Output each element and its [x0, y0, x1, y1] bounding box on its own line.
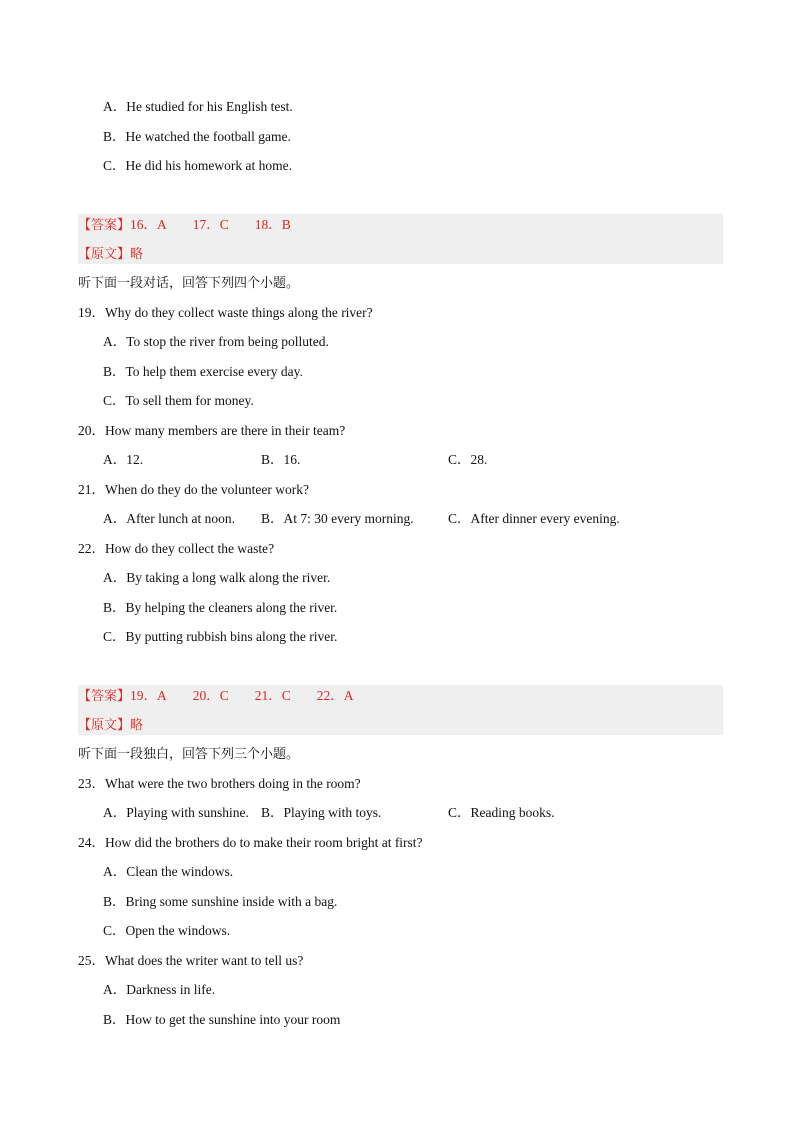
transcript-text: 略 — [130, 718, 144, 733]
q23-option-c: C．Reading books. — [448, 805, 555, 820]
q25-option-a: A．Darkness in life. — [103, 982, 216, 997]
answer-item: 17．C — [192, 217, 229, 232]
q19-stem: 19．Why do they collect waste things along the river? — [78, 305, 373, 320]
q24-stem: 24．How did the brothers do to make their room bright at first? — [78, 835, 423, 850]
q22-option-c: C．By putting rubbish bins along the river. — [103, 629, 338, 644]
q23-stem: 23．What were the two brothers doing in the room? — [78, 776, 361, 791]
q22-option-a: A．By taking a long walk along the river. — [103, 570, 331, 585]
answer-label: 【答案】 — [78, 689, 131, 704]
q25-option-b: B．How to get the sunshine into your room — [103, 1012, 341, 1027]
transcript-line-2 — [78, 716, 143, 735]
q19-option-a: A．To stop the river from being polluted. — [103, 334, 329, 349]
q21-option-a: A．After lunch at noon. — [103, 511, 235, 526]
q20-option-b: B．16. — [261, 452, 301, 467]
q22-stem: 22．How do they collect the waste? — [78, 541, 275, 556]
q20-option-a: A．12. — [103, 452, 144, 467]
q21-option-c: C．After dinner every evening. — [448, 511, 620, 526]
q23-options — [103, 804, 703, 822]
q19-option-b: B．To help them exercise every day. — [103, 364, 303, 379]
q24-option-c: C．Open the windows. — [103, 923, 231, 938]
transcript-label: 【原文】 — [78, 247, 131, 262]
answer-line-2 — [78, 687, 354, 706]
q21-stem: 21．When do they do the volunteer work? — [78, 482, 309, 497]
q23-option-b: B．Playing with toys. — [261, 805, 382, 820]
q20-options — [103, 451, 703, 469]
q24-option-b: B．Bring some sunshine inside with a bag. — [103, 894, 338, 909]
answer-item: 16．A — [130, 217, 167, 232]
q18-option-a: A．He studied for his English test. — [103, 99, 293, 114]
answer-item: 21．C — [254, 688, 291, 703]
q18-option-c: C．He did his homework at home. — [103, 158, 292, 173]
answer-item: 18．B — [254, 217, 291, 232]
q21-option-b: B．At 7: 30 every morning. — [261, 511, 414, 526]
q19-option-c: C．To sell them for money. — [103, 393, 254, 408]
q18-option-b: B．He watched the football game. — [103, 129, 291, 144]
q22-option-b: B．By helping the cleaners along the river. — [103, 600, 338, 615]
q25-stem: 25．What does the writer want to tell us? — [78, 953, 304, 968]
answer-item: 20．C — [192, 688, 229, 703]
section-intro: 听下面一段独白，回答下列三个小题。 — [78, 747, 300, 762]
q20-stem: 20．How many members are there in their team? — [78, 423, 346, 438]
transcript-line-1 — [78, 245, 143, 264]
q21-options — [103, 510, 703, 528]
section-intro: 听下面一段对话，回答下列四个小题。 — [78, 276, 300, 291]
answer-item: 19．A — [130, 688, 167, 703]
transcript-label: 【原文】 — [78, 718, 131, 733]
answer-line-1 — [78, 216, 291, 235]
q24-option-a: A．Clean the windows. — [103, 864, 234, 879]
q20-option-c: C．28. — [448, 452, 488, 467]
q23-option-a: A．Playing with sunshine. — [103, 805, 249, 820]
transcript-text: 略 — [130, 247, 144, 262]
answer-label: 【答案】 — [78, 218, 131, 233]
answer-item: 22．A — [316, 688, 354, 703]
